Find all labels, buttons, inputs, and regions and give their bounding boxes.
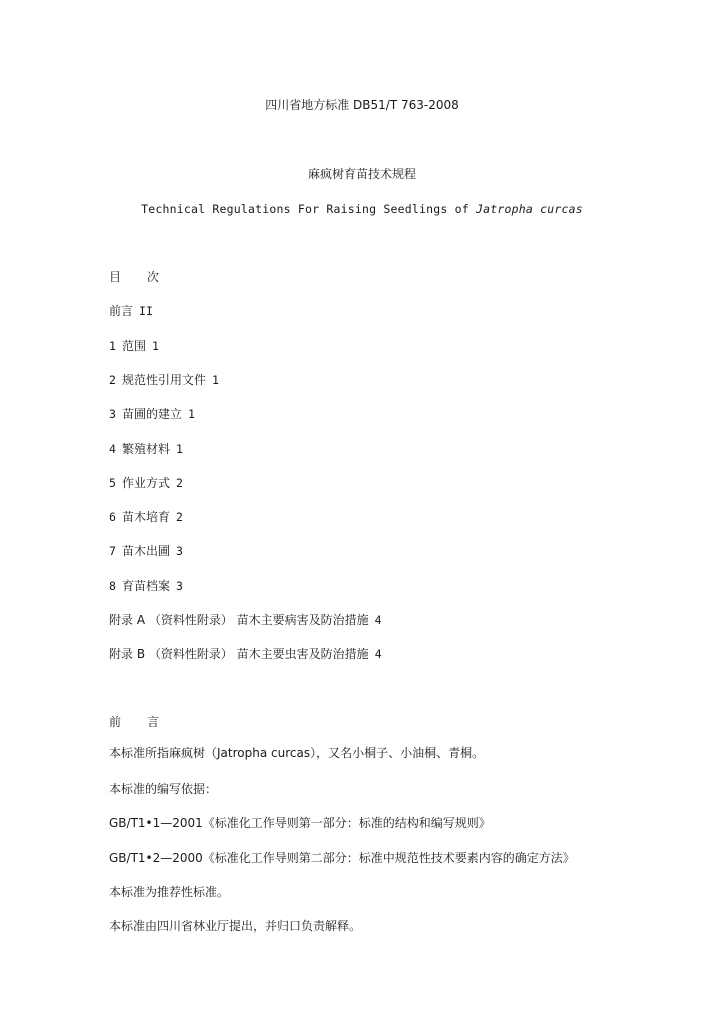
standard-header — [0, 97, 724, 113]
toc-item-page: 4 — [374, 613, 382, 627]
toc-item-label: 作业方式 — [121, 476, 170, 490]
title-zh-row — [0, 166, 724, 182]
toc-item-number: 2 — [109, 373, 116, 387]
foreword-paragraph: GB/T1•2—2000《标准化工作导则第二部分：标准中规范性技术要素内容的确定方法》 — [109, 851, 575, 865]
title-en-species: Jatropha curcas — [475, 202, 583, 216]
toc-item-label: 繁殖材料 — [121, 442, 170, 456]
foreword-heading: 前言 — [109, 715, 186, 729]
toc-item[interactable] — [109, 543, 183, 559]
toc-heading: 目次 — [109, 270, 186, 284]
toc-item[interactable] — [109, 303, 153, 319]
toc-item[interactable] — [109, 338, 159, 354]
toc-item-page: 1 — [175, 442, 183, 456]
toc-item[interactable] — [109, 475, 183, 491]
standard-line: 四川省地方标准 DB51/T 763-2008 — [265, 98, 459, 112]
foreword-paragraph: 本标准的编写依据： — [109, 782, 218, 796]
title-en-row — [0, 201, 724, 217]
foreword-paragraph: 本标准由四川省林业厅提出，并归口负责解释。 — [109, 919, 362, 933]
toc-item-label: 规范性引用文件 — [121, 373, 206, 387]
toc-item-label: 苗木培育 — [121, 510, 170, 524]
toc-item-label: 前言 — [109, 304, 134, 318]
toc-item-label: 附录 B （资料性附录） 苗木主要虫害及防治措施 — [109, 647, 369, 661]
toc-item-page: 1 — [211, 373, 219, 387]
toc-item-page: II — [139, 304, 153, 318]
toc-item-page: 4 — [374, 647, 382, 661]
toc-item-label: 苗圃的建立 — [121, 407, 182, 421]
toc-item-number: 7 — [109, 544, 116, 558]
toc-item-page: 1 — [151, 339, 159, 353]
toc-item-number: 6 — [109, 510, 116, 524]
toc-item-page: 3 — [175, 579, 183, 593]
foreword-paragraph: 本标准为推荐性标准。 — [109, 885, 230, 899]
toc-item-number: 3 — [109, 407, 116, 421]
toc-item-number: 4 — [109, 442, 116, 456]
toc-item-number: 5 — [109, 476, 116, 490]
toc-item-label: 苗木出圃 — [121, 544, 170, 558]
toc-item-page: 3 — [175, 544, 183, 558]
toc-item-page: 2 — [175, 510, 183, 524]
toc-item-label: 范围 — [121, 339, 146, 353]
toc-item-label: 附录 A （资料性附录） 苗木主要病害及防治措施 — [109, 613, 369, 627]
toc-item-label: 育苗档案 — [121, 579, 170, 593]
toc-item-page: 1 — [187, 407, 195, 421]
toc-item-appendix-a[interactable] — [109, 612, 382, 628]
toc-item[interactable] — [109, 441, 183, 457]
toc-item[interactable] — [109, 372, 219, 388]
toc-item-number: 1 — [109, 339, 116, 353]
toc-item[interactable] — [109, 406, 195, 422]
title-zh: 麻疯树育苗技术规程 — [307, 167, 416, 181]
title-en-prefix: Technical Regulations For Raising Seedlings of — [141, 202, 476, 216]
toc-item[interactable] — [109, 509, 183, 525]
foreword-paragraph: GB/T1•1—2001《标准化工作导则第一部分：标准的结构和编写规则》 — [109, 816, 491, 830]
foreword-paragraph: 本标准所指麻疯树（Jatropha curcas），又名小桐子、小油桐、青桐。 — [109, 746, 485, 760]
toc-item-number: 8 — [109, 579, 116, 593]
toc-item-page: 2 — [175, 476, 183, 490]
toc-item-appendix-b[interactable] — [109, 646, 382, 662]
toc-item[interactable] — [109, 578, 183, 594]
